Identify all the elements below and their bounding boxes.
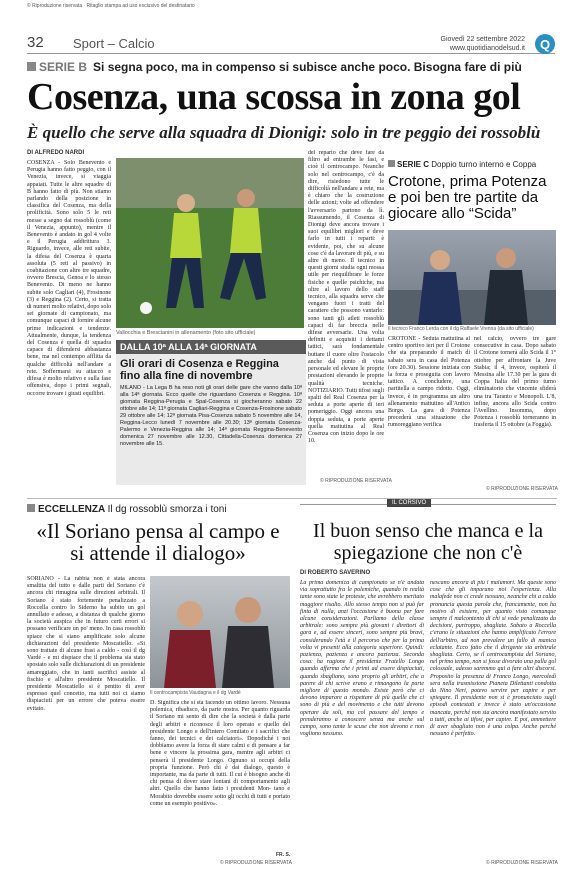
- corsivo-byline: DI ROBERTO SAVERINO: [300, 570, 371, 576]
- square-bullet-icon: [27, 504, 35, 512]
- main-copyright: © RIPRODUZIONE RISERVATA: [320, 478, 392, 484]
- coach-and-dg-illustration: [388, 230, 556, 325]
- eccellenza-photo: [150, 576, 290, 688]
- eccellenza-kicker-text: Il dg rossoblù smorza i toni: [107, 504, 227, 515]
- corsivo-headline: Il buon senso che manca e la spiegazione che non c'è: [313, 520, 543, 564]
- eccellenza-kicker: [27, 504, 387, 515]
- main-kicker: [27, 60, 555, 74]
- player-and-dg-illustration: [150, 576, 290, 688]
- schedule-box-heading: DALLA 10ª ALLA 14ª GIORNATA: [116, 340, 306, 354]
- page-header: [27, 34, 555, 54]
- seriec-kicker-text: Doppio turno interno e Coppa: [431, 160, 537, 169]
- eccellenza-tag: ECCELLENZA: [38, 504, 105, 515]
- issue-date: [441, 35, 525, 53]
- square-bullet-icon: [27, 62, 36, 71]
- seriec-col2: nel calcio, ovvero tre gare consecutive in casa. Dopo sabato il Crotone tornerà allo Scida il 1° ottobre per affrontare la Juve Stabia; il 4, invece, ospiterà il Messina alle 17.30 per la gara di Coppa Italia del primo turno eliminatorio che vincente sfiderà una tra Taranto e Monopoli. L'8, infine, ancora allo Scida contro l'Avellino. Insomma, dopo Potenza i rossoblù torneranno in trasferta il 15 ottobre (a Foggia).: [474, 336, 556, 429]
- main-photo-caption: Vallocchia e Brescianini in allenamento (foto sito ufficiale): [116, 330, 256, 336]
- main-byline: DI ALFREDO NARDI: [27, 150, 85, 156]
- schedule-box-title: Gli orari di Cosenza e Reggina fino alla fine di novembre: [120, 358, 279, 382]
- site-text: www.quotidianodelsud.it: [449, 45, 525, 52]
- main-headline: Cosenza, una scossa in zona gol: [27, 76, 521, 118]
- main-photo: [116, 158, 304, 328]
- eccellenza-photo-caption: Il centrocampista Vaudagna e il dg Vardé: [150, 690, 241, 696]
- eccellenza-copyright: © RIPRODUZIONE RISERVATA: [220, 860, 292, 866]
- corsivo-col1: La prima domenica di campionato se n'è andata via soprattutto fra le polemiche, quando in realtà tante sono state le proteste, che avrebbero meritato maggiore risalto. Allo stesso tempo non si può far finta di nulla, anzi l'occasione è buona per fare alcune considerazioni. Parliamo della classe arbitrale: sono sempre più giovani i direttori di gara e, ad essere sinceri, sono sempre più bravi, considerando l'età e il percorso che per la prima volta vi presenti alla categoria superiore. Quindi: pazienza, pazienza e ancora pazienza. Seconda cosa: ha ragione il presidente Fratello Longo quando afferma che i primi ad essere dispiaciuti, quando sbagliano, sono proprio gli arbitri, che a parere di chi scrive erano e rimangono la parte migliore di questo mondo. Esiste però che ci devono imparare a rispettare di più quelle che ci sono di più e del movimento e che tutti devono operare da soli, ma col passare del tempo e prenderanno a conoscere senza ma anche sul campo, sono tante le scuse che non devono e non vogliono nessuno.: [300, 580, 424, 738]
- seriec-headline: Crotone, prima Potenza e poi ben tre partite da giocare allo “Scida”: [388, 173, 547, 222]
- eccellenza-sign: FR. S.: [276, 852, 291, 858]
- seriec-tag: SERIE C: [397, 160, 430, 169]
- main-article-col1: COSENZA - Solo Benevento e Perugia hanno fatto peggio, con il Venezia, invece, si viaggia appaiati. Tutte le altre squadre di B hanno fatto di più. Non stiamo parlando della posizione in classifica del Cosenza, ma della prolificità. Sono solo 5 le reti messe a segno dai rossoblù (come il Venezia, appunto), mentre il Benevento è andato in gol 4 volte e il Perugia addirittura 3. Riguardo, invece, alle reti subite, la difesa del Cosenza è quarta assoluta (5 reti al passivo) in coabitazione con altre tre squadre, ovvero Brescia, Genoa e lo stesso Benevento. Di meno ne hanno subite solo Cagliari (4), Frosinone (3) e Reggina (2). Certo, si tratta di numeri molto relativi, dopo solo sei giornate di campionato, ma comunque capaci di fornire alcune prime indicazioni e tendenze. Attualmente, dunque, la tendenza del Cosenza è quella di squadra capace di difendersi abbastanza bene, ma nel contempo afflitta da qualche difficoltà nell'andare a rete. Soffermarsi su attacco e difesa è molto relativo e sulla fase offensiva, dopo i primi segnali, occorre trovare i giusti equilibri.: [27, 160, 111, 397]
- seriec-col1: CROTONE - Seduta mattutina al centro sportivo ieri per il Crotone che sta preparando il match di sabato sera in casa del Potenza (ore 20.30). Sessione iniziata con la forza e proseguita con lavoro tattico. A concludere, una partitella a campo ridotto. Oggi, invece, è in programma un altro allenamento mattutino all'Antico Borgo. La gara di Potenza precederà una situazione che rumoreggiano verifica: [388, 336, 470, 429]
- corsivo-section: [300, 500, 556, 506]
- section-title: Sport – Calcio: [73, 36, 155, 51]
- corsivo-col2: nescano ancora di più i malumori. Ma queste sono cose che gli imparano noi l'esperienza. Alla malafede non ci crede nessuno, neanche chi a caldo pronuncia questa parola che, francamente, non ha motivo di esistere, per quanto visto comunque sempre il malcontento di chi si vede penalizzato da decisioni, purtroppo, sbagliate. Sabato a Roccella c'erano le situazioni che hanno amplificato l'errore dell'arbitro, ad non prevalere un fallo di manica eclatante. Ecco fatto che il dirigente sia arbitrale sbagliata. Certo, se il centrocampista del Soriano, nel primo tempo, non si fosse divorato una palla gol colossale, adesso saremmo qui a fare altri discorsi. Proposito la presenza di Franco Longo, mercoledì sera nella trasmissione Pianeta Dilettanti condotta da Nino Neri, potevo servire per capire e per spiegare. Il presidente non si è pronunciato sugli episodi contestati e invece è stato un'occasione mancata, perché non sia ancora manifestato servito a tutti, anche ai tifosi, per capire. E poi, ammettere di aver sbagliato non è una colpa. Anche perché nessuno è perfetto.: [430, 580, 556, 738]
- newspaper-logo-icon: Q: [535, 34, 555, 54]
- players-training-illustration: [116, 158, 304, 328]
- seriec-photo: [388, 230, 556, 325]
- eccellenza-headline: «Il Soriano pensa al campo e si attende il dialogo»: [36, 519, 280, 565]
- schedule-box-body: MILANO - La Lega B ha reso noti gli orari delle gare che vanno dalla 10ª alla 14ª giornata. Ecco quelle che riguardano Cosenza e Reggina. 10ª giornata Reggina-Perugia e Spal-Cosenza si giocheranno sabato 22 ottobre alle 14; 11ª giornata Cagliari-Reggina e Cosenza-Frosinone sabato 29 ottobre alle 14; 12ª giornata Pisa-Cosenza sabato 5 novembre alle 14, Reggina-Lecco lunedì 7 novembre alle 20.30; 13ª giornata Cosenza-Palermo e Venezia-Reggina alle 14; 14ª giornata Reggina-Benevento domenica 27 novembre alle 12.30, Cittadella-Cosenza domenica 27 novembre alle 15.: [120, 385, 302, 447]
- seriec-copyright: © RIPRODUZIONE RISERVATA: [486, 486, 558, 492]
- section-divider: [27, 498, 557, 499]
- page-number: 32: [27, 34, 44, 51]
- main-tag: SERIE B: [39, 60, 88, 74]
- eccellenza-col1: SORIANO - La rabbia non è stata ancora smaltita del tutto e dalle parti del Soriano c'è ancora chi rimugina sulle direzioni arbitrali. Il Soriano è stato fortemente penalizzato a Roccella contro lo Siderno ha subito un gol annullato e adesso, a distanza di qualche giorno la società auspica che in futuro certi errori si possano verificare un po' meno. In casa rossoblù spiace che si siano amplificate solo alcune dichiarazioni del presidente Moscatiello. «Si sono trattate di alcune frasi a caldo - così il dg Vardé - e mi dispiace che il problema sia stato spostato solo sulle dichiarazioni di un presidente amareggiato, che in tanti sacrifici assiste al fischio e all'altro presidente Moscatiello. Il presidente Moscatiello si è pentito di aver espresso quel concetto, ma tutti noi ci siamo dispiaciuti per un errore che poteva essere evitato.: [27, 576, 145, 712]
- reproduction-notice: © Riproduzione riservata · Ritaglio stampa ad uso esclusivo del destinatario: [27, 3, 195, 9]
- seriec-kicker: [388, 160, 558, 169]
- main-subhead: È quello che serve alla squadra di Dionigi: solo in tre peggio dei rossoblù: [27, 123, 541, 142]
- schedule-box: [116, 340, 306, 485]
- date-text: Giovedì 22 settembre 2022: [440, 36, 525, 43]
- seriec-photo-caption: Il tecnico Franco Lerda con il dg Raffaele Vrenna (da sito ufficiale): [388, 326, 534, 332]
- corsivo-copyright: © RIPRODUZIONE RISERVATA: [486, 860, 558, 866]
- corsivo-label: IL CORSIVO: [387, 499, 431, 507]
- eccellenza-col2: D. Significa che si sta facendo un ottimo lavoro. Nessuna polemica, ribadisco, da parte nostra. Per quanto riguarda il Soriano mi sento di dire che la società è dalla parte degli arbitri e riconosce il loro operato e quello del presidente Longo e dell'intero Comitato e i sacrifici che fanno, dei tecnici e dei calciatori». Dopodiché i noi dobbiamo avere la forza di stare calmi e di pensare a far bene e vincere la prossima gara, mentre agli arbitri ci penserà il presidente Longo. Ognuno si occupi della propria funzione. Però chi è dai dialogo, questo è importante, ma da parte di tutti. Il cui è bisogno anche di chi pensa di dover stare lontani di comportamento agli altri. Quello che hanno fatto i presidenti Mon- tano e Morabito dovrebbe essere sotto gli occhi di tutti e portato come un esempio positivo».: [150, 700, 290, 807]
- square-bullet-icon: [388, 160, 395, 167]
- main-article-col2: del reparto che deve fare da filtro ad entrambe le fasi, e cioè il centrocampo. Neanche solo nel centrocampo, c'è da dire, risiedono tutte le difficoltà nell'andare a rete, ma è chiaro che la costruzione delle azioni; volte ad offendere l'avversario partono da lì. Riassumendo, il Cosenza di Dionigi deve ancora trovare i suoi equilibri migliori e deve farlo in tutti i reparti: è evidente, poi, che su alcune cose c'è da lavorare di più, e su altre di meno. Il tecnico in questi giorni studia ogni mossa utile per riequilibrare le forze fisiche e quelle psichiche, ma oltre al lavoro dello staff tecnico, alla squadra serve che vengano fuori i tratti del carattere che possono vantarlo: sono tanti gli atleti rossoblù capaci di far brecciа nelle difese avversarie. Una volta definiti e acquisiti i dettami tattici, sarà fondamentale buttare il cuore oltre l'ostacolo anche dal punto di vista personale ed elevare le proprie prestazioni elevando le proprie qualità tecniche. NOTIZIARIO. Tutti tifosi sugli spalti del Real Cosenza per la seduta a porte aperte di ieri pomeriggio. Oggi ancora una doppia seduta, a porte aperte quella mattutina al Real Cosenza con inizio dopo le ore 10.: [308, 150, 384, 445]
- main-kicker-text: Si segna poco, ma in compenso si subisce anche poco. Bisogna fare di più: [93, 60, 522, 74]
